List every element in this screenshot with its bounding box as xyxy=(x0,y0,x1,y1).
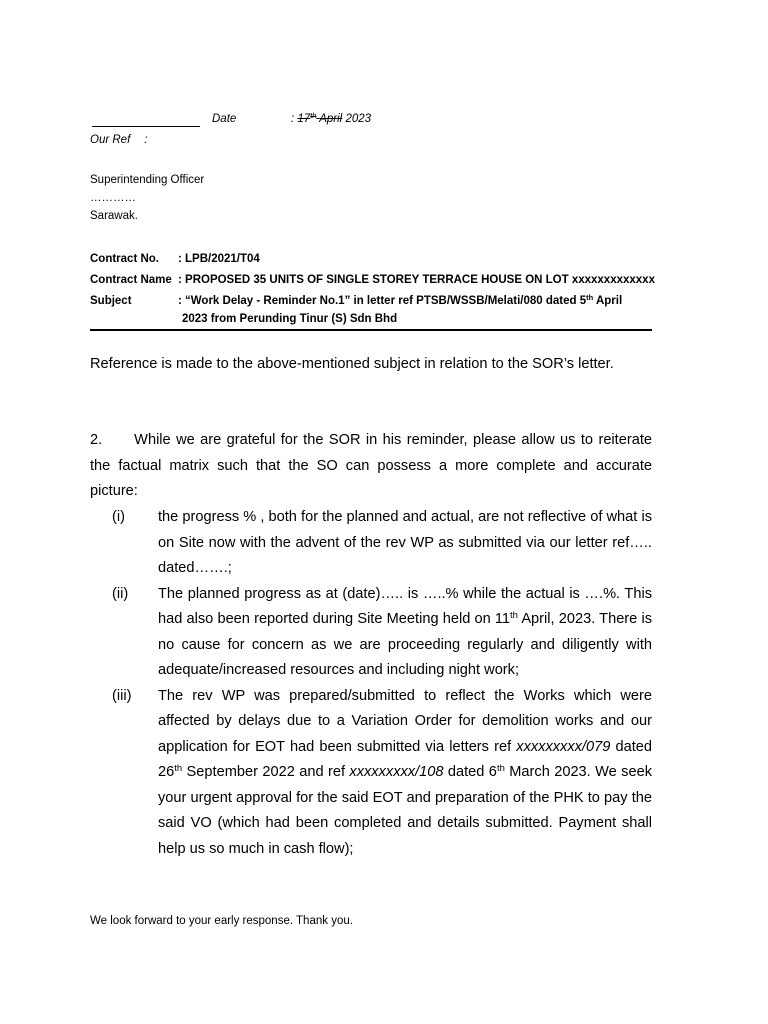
list-item xyxy=(90,505,652,582)
contract-no-row xyxy=(90,250,655,268)
contract-name-label: Contract Name xyxy=(90,274,172,286)
subject-value: : “Work Delay - Reminder No.1” in letter ref PTSB/WSSB/Melati/080 dated 5th April 2023 from Perunding Tinur (S) Sdn Bhd xyxy=(178,293,623,325)
date-colon: : xyxy=(291,113,295,125)
header-divider xyxy=(90,329,652,331)
date-year: 2023 xyxy=(345,113,372,125)
addressee-placeholder: ………… xyxy=(90,192,136,204)
item-text: The planned progress as at (date)….. is …..% while the actual is ….%. This had also been reported during Site Meeting held on 11th April, 2023. There is no cause for concern as we are proceeding regularly and diligently with adequate/increased resources and including night work; xyxy=(158,585,652,678)
ref-underline xyxy=(92,126,200,127)
addressee-location: Sarawak. xyxy=(90,210,138,222)
paragraph-2-text: While we are grateful for the SOR in his reminder, please allow us to reiterate the factual matrix such that the SO can possess a more complete and accurate picture: xyxy=(90,432,652,499)
addressee-title: Superintending Officer xyxy=(90,174,205,186)
contract-name-row xyxy=(90,271,655,289)
intro-paragraph: Reference is made to the above-mentioned subject in relation to the SOR’s letter. xyxy=(90,356,614,372)
list-item xyxy=(90,684,652,863)
subject-label: Subject xyxy=(90,295,132,307)
list-item xyxy=(90,582,652,684)
addressee xyxy=(90,171,204,225)
subject-value-line2: 2023 from Perunding Tinur (S) Sdn Bhd xyxy=(182,313,398,325)
ref-number: xxxxxxxxx/079 xyxy=(516,738,611,755)
contract-no-label: Contract No. xyxy=(90,253,159,265)
our-ref-label: Our Ref : xyxy=(90,134,148,146)
item-number: (i) xyxy=(112,509,125,525)
item-number: (iii) xyxy=(112,687,132,704)
date-label: Date xyxy=(212,113,237,125)
ref-number: xxxxxxxxx/108 xyxy=(349,764,444,780)
contract-no-value: : LPB/2021/T04 xyxy=(178,253,260,265)
item-text: the progress % , both for the planned and actual, are not reflective of what is on Site now with the advent of the rev WP as submitted via our letter ref….. dated…….; xyxy=(158,509,652,576)
paragraph-2-number: 2. xyxy=(90,432,103,448)
contract-block xyxy=(90,250,655,328)
items-list xyxy=(90,505,652,862)
closing-line: We look forward to your early response. Thank you. xyxy=(90,915,353,927)
date-day-struck: 17th April xyxy=(297,111,343,125)
subject-row xyxy=(90,292,655,328)
date-value xyxy=(291,110,371,128)
paragraph-2 xyxy=(90,428,652,505)
contract-name-value: : PROPOSED 35 UNITS OF SINGLE STOREY TERRACE HOUSE ON LOT xxxxxxxxxxxxx xyxy=(178,274,655,286)
item-number: (ii) xyxy=(112,585,129,602)
item-text: The rev WP was prepared/submitted to reflect the Works which were affected by delays due to a Variation Order for demolition works and our application for EOT had been submitted via letters ref xxxxxxxxx/079 dated 26th September 2022 and ref xxxxxxxxx/108 dated 6th March 2023. We seek your urgent approval for the said EOT and preparation of the PHK to pay the said VO (which had been completed and details submitted. Payment shall help us so much in cash flow); xyxy=(158,687,652,857)
